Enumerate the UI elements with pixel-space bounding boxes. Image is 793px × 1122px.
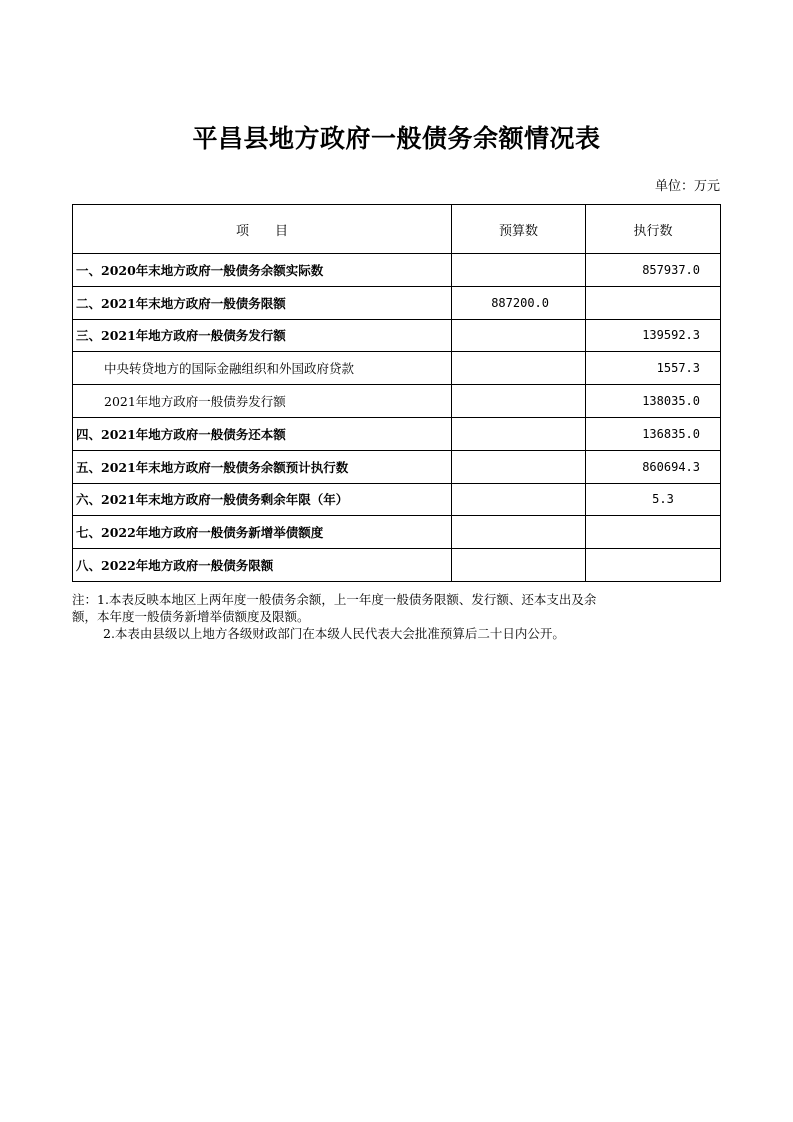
table-row — [73, 254, 721, 287]
row-actual: 860694.3 — [586, 450, 721, 483]
row-actual: 136835.0 — [586, 417, 721, 450]
row-actual: 857937.0 — [586, 254, 721, 287]
note-line-3: 2.本表由县级以上地方各级财政部门在本级人民代表大会批准预算后二十日内公开。 — [103, 626, 565, 641]
row-actual — [586, 516, 721, 549]
table-row — [73, 417, 721, 450]
debt-balance-table — [72, 204, 721, 582]
row-actual — [586, 549, 721, 582]
row-budget — [452, 352, 586, 385]
header-actual: 执行数 — [586, 205, 721, 254]
row-budget — [452, 417, 586, 450]
note-line-2: 额，本年度一般债务新增举债额度及限额。 — [72, 609, 310, 624]
row-item: 五、2021年末地方政府一般债务余额预计执行数 — [73, 450, 452, 483]
row-item: 八、2022年地方政府一般债务限额 — [73, 549, 452, 582]
row-actual: 1557.3 — [586, 352, 721, 385]
row-item: 三、2021年地方政府一般债务发行额 — [73, 319, 452, 352]
header-budget: 预算数 — [452, 205, 586, 254]
row-actual: 5.3 — [586, 483, 721, 516]
row-budget — [452, 319, 586, 352]
note-line-1: 注：1.本表反映本地区上两年度一般债务余额，上一年度一般债务限额、发行额、还本支出及余 — [72, 592, 597, 607]
row-budget — [452, 254, 586, 287]
row-item: 中央转贷地方的国际金融组织和外国政府贷款 — [73, 352, 452, 385]
table-notes — [72, 591, 720, 642]
row-actual — [586, 286, 721, 319]
row-budget — [452, 549, 586, 582]
table-row — [73, 319, 721, 352]
page-title: 平昌县地方政府一般债务余额情况表 — [192, 124, 601, 153]
row-item: 六、2021年末地方政府一般债务剩余年限（年） — [73, 483, 452, 516]
table-row — [73, 352, 721, 385]
header-item: 项 目 — [73, 205, 452, 254]
unit-label: 单位：万元 — [654, 179, 720, 194]
table-row — [73, 286, 721, 319]
row-budget — [452, 385, 586, 418]
row-item: 一、2020年末地方政府一般债务余额实际数 — [73, 254, 452, 287]
table-row — [73, 549, 721, 582]
row-budget — [452, 516, 586, 549]
row-budget — [452, 450, 586, 483]
row-item: 七、2022年地方政府一般债务新增举债额度 — [73, 516, 452, 549]
row-item: 二、2021年末地方政府一般债务限额 — [73, 286, 452, 319]
table-row — [73, 450, 721, 483]
row-budget: 887200.0 — [452, 286, 586, 319]
table-row — [73, 483, 721, 516]
table-row — [73, 385, 721, 418]
table-row — [73, 516, 721, 549]
row-budget — [452, 483, 586, 516]
row-item: 2021年地方政府一般债券发行额 — [73, 385, 452, 418]
row-item: 四、2021年地方政府一般债务还本额 — [73, 417, 452, 450]
row-actual: 139592.3 — [586, 319, 721, 352]
row-actual: 138035.0 — [586, 385, 721, 418]
table-header-row — [73, 205, 721, 254]
